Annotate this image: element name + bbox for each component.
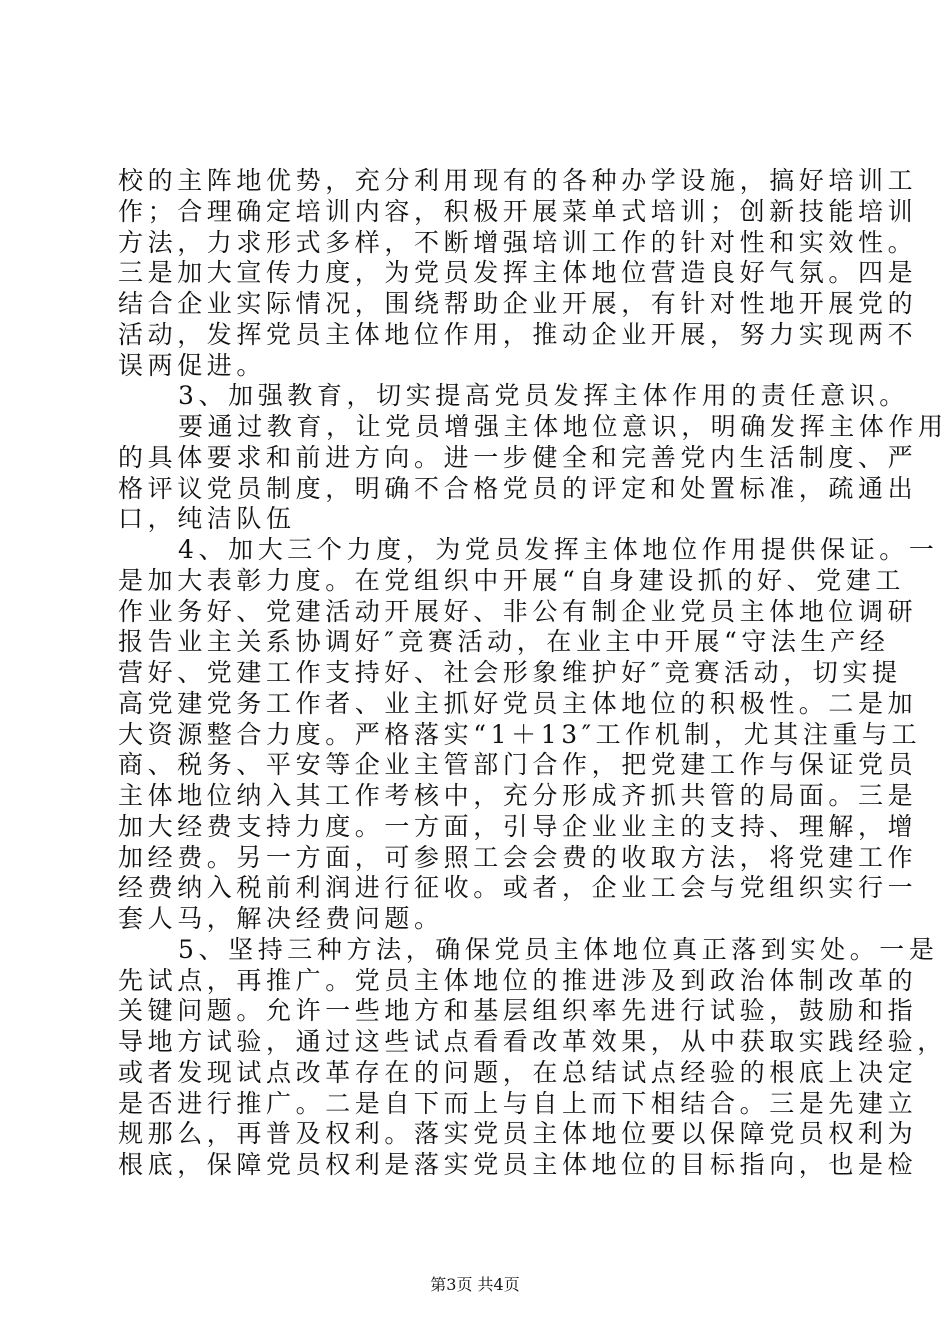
text-line: 加经费。另一方面，可参照工会会费的收取方法，将党建工作	[118, 842, 918, 872]
text-line: 口，纯洁队伍	[118, 504, 296, 534]
text-line: 校的主阵地优势，充分利用现有的各种办学设施，搞好培训工	[118, 166, 918, 195]
text-line: 是加大表彰力度。在党组织中开展“自身建设抓的好、党建工	[118, 565, 905, 595]
text-line: 导地方试验，通过这些试点看看改革效果，从中获取实践经验，	[118, 1027, 947, 1056]
text-line: 规那么，再普及权利。落实党员主体地位要以保障党员权利为	[118, 1119, 918, 1149]
text-line: 4、加大三个力度，为党员发挥主体地位作用提供保证。一	[178, 535, 939, 564]
text-line: 作；合理确定培训内容，积极开展菜单式培训；创新技能培训	[118, 196, 918, 226]
page-footer: 第3页 共4页	[430, 1275, 520, 1294]
text-line: 三是加大宣传力度，为党员发挥主体地位营造良好气氛。四是	[118, 258, 918, 288]
text-line: 方法，力求形式多样，不断增强培训工作的针对性和实效性。	[118, 227, 918, 257]
document-body	[118, 166, 948, 1181]
text-line: 关键问题。允许一些地方和基层组织率先进行试验，鼓励和指	[118, 996, 918, 1026]
text-line: 营好、党建工作支持好、社会形象维护好″竞赛活动，切实提	[118, 658, 902, 687]
text-line: 大资源整合力度。严格落实“1＋13″工作机制，尤其注重与工	[118, 719, 922, 749]
text-line: 误两促进。	[118, 350, 267, 380]
text-line: 是否进行推广。二是自下而上与自上而下相结合。三是先建立	[118, 1088, 918, 1118]
text-line: 的具体要求和前进方向。进一步健全和完善党内生活制度、严	[118, 442, 918, 472]
text-line: 经费纳入税前利润进行征收。或者，企业工会与党组织实行一	[118, 873, 918, 903]
text-line: 结合企业实际情况，围绕帮助企业开展，有针对性地开展党的	[118, 289, 918, 318]
text-line: 商、税务、平安等企业主管部门合作，把党建工作与保证党员	[118, 750, 918, 780]
text-line: 格评议党员制度，明确不合格党员的评定和处置标准，疏通出	[118, 473, 918, 503]
text-line: 先试点，再推广。党员主体地位的推进涉及到政治体制改革的	[118, 965, 918, 995]
text-line: 或者发现试点改革存在的问题，在总结试点经验的根底上决定	[118, 1057, 918, 1087]
text-line: 3、加强教育，切实提高党员发挥主体作用的责任意识。	[178, 381, 909, 411]
text-line: 5、坚持三种方法，确保党员主体地位真正落到实处。一是	[178, 934, 939, 964]
text-line: 高党建党务工作者、业主抓好党员主体地位的积极性。二是加	[118, 688, 918, 718]
text-line: 根底，保障党员权利是落实党员主体地位的目标指向，也是检	[118, 1150, 918, 1179]
text-line: 作业务好、党建活动开展好、非公有制企业党员主体地位调研	[118, 596, 918, 626]
text-line: 报告业主关系协调好″竞赛活动，在业主中开展“守法生产经	[118, 627, 890, 657]
text-line: 加大经费支持力度。一方面，引导企业业主的支持、理解，增	[118, 811, 918, 841]
text-line: 活动，发挥党员主体地位作用，推动企业开展，努力实现两不	[118, 319, 918, 349]
text-line: 套人马，解决经费问题。	[118, 904, 444, 933]
text-line: 要通过教育，让党员增强主体地位意识，明确发挥主体作用	[178, 412, 948, 441]
text-line: 主体地位纳入其工作考核中，充分形成齐抓共管的局面。三是	[118, 781, 918, 810]
